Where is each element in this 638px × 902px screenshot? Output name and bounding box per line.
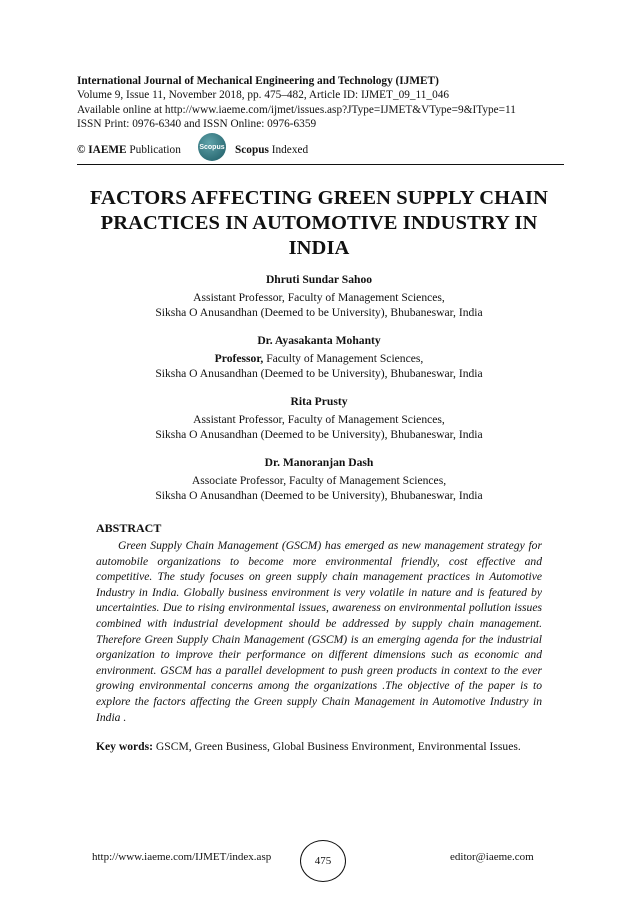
publisher-label: [77, 144, 181, 156]
author-affiliation: Siksha O Anusandhan (Deemed to be University), Bhubaneswar, India: [155, 367, 483, 381]
abstract-heading: ABSTRACT: [96, 521, 162, 535]
author-block: [60, 455, 578, 504]
footer-url-link[interactable]: http://www.iaeme.com/IJMET/index.asp: [92, 851, 272, 863]
indexing-label: [235, 144, 308, 156]
journal-header: [77, 74, 557, 132]
paper-title: [60, 186, 578, 261]
volume-info: Volume 9, Issue 11, November 2018, pp. 475–482, Article ID: IJMET_09_11_046: [77, 89, 450, 102]
issn-info: ISSN Print: 0976-6340 and ISSN Online: 0976-6359: [77, 118, 317, 131]
page-number: 475: [300, 840, 346, 882]
title-line-1: FACTORS AFFECTING GREEN SUPPLY CHAIN: [89, 187, 549, 209]
author-position: Assistant Professor, Faculty of Management Sciences,: [193, 413, 445, 427]
title-line-3: INDIA: [288, 237, 350, 259]
availability-info: Available online at http://www.iaeme.com/ijmet/issues.asp?JType=IJMET&VType=9&IType=11: [77, 103, 516, 116]
abstract-body: Green Supply Chain Management (GSCM) has emerged as new management strategy for automobile organizations to become more environmental friendly, cost effective and competitive. The study focuses on green supply chain management practices in Automotive Industry in India. Globally business environment is very volatile in nature and is featured by uncertainties. Due to rising environmental issues, awareness on environmental pollution issues combined with industrial development should be addressed by supply chain management. Therefore Green Supply Chain Management (GSCM) is an emerging agenda for the industrial organization to improve their performance on different dimensions such as economic and environment. GSCM has a parallel development to push green products in context to the ever growing environmental concerns among the organizations .The objective of the paper is to explore the factors affecting the Green supply Chain Management in Automotive Industry in India .: [96, 539, 542, 724]
publisher-bold: © IAEME: [77, 144, 127, 156]
indexed-rest: Indexed: [268, 144, 309, 156]
author-name: Dhruti Sundar Sahoo: [265, 273, 373, 286]
author-position: Associate Professor, Faculty of Management Sciences,: [191, 474, 447, 488]
indexed-bold: Scopus: [235, 144, 269, 156]
author-block: [60, 394, 578, 443]
publication-row: [77, 141, 557, 165]
footer-email-link[interactable]: editor@iaeme.com: [450, 851, 534, 863]
publisher-rest: Publication: [126, 144, 181, 156]
author-block: [60, 333, 578, 382]
author-affiliation: Siksha O Anusandhan (Deemed to be University), Bhubaneswar, India: [155, 489, 483, 503]
author-block: [60, 272, 578, 321]
keywords-text: GSCM, Green Business, Global Business Environment, Environmental Issues.: [153, 740, 521, 753]
author-position: Assistant Professor, Faculty of Management Sciences,: [193, 291, 445, 305]
author-position: [60, 351, 578, 366]
keywords: [96, 739, 542, 755]
title-line-2: PRACTICES IN AUTOMOTIVE INDUSTRY IN: [100, 212, 538, 234]
author-position-bold: Professor,: [214, 352, 264, 366]
author-affiliation: Siksha O Anusandhan (Deemed to be University), Bhubaneswar, India: [155, 306, 483, 320]
keywords-label: Key words:: [96, 740, 153, 753]
header-divider: [77, 164, 564, 165]
author-name: Dr. Ayasakanta Mohanty: [257, 334, 381, 347]
scopus-logo-icon: Scopus: [198, 133, 226, 161]
journal-name: International Journal of Mechanical Engineering and Technology (IJMET): [77, 75, 439, 87]
page-footer: [0, 840, 638, 880]
author-name: Dr. Manoranjan Dash: [264, 456, 374, 469]
author-position-rest: Faculty of Management Sciences,: [263, 352, 424, 366]
author-affiliation: Siksha O Anusandhan (Deemed to be University), Bhubaneswar, India: [155, 428, 483, 442]
author-name: Rita Prusty: [290, 395, 348, 408]
